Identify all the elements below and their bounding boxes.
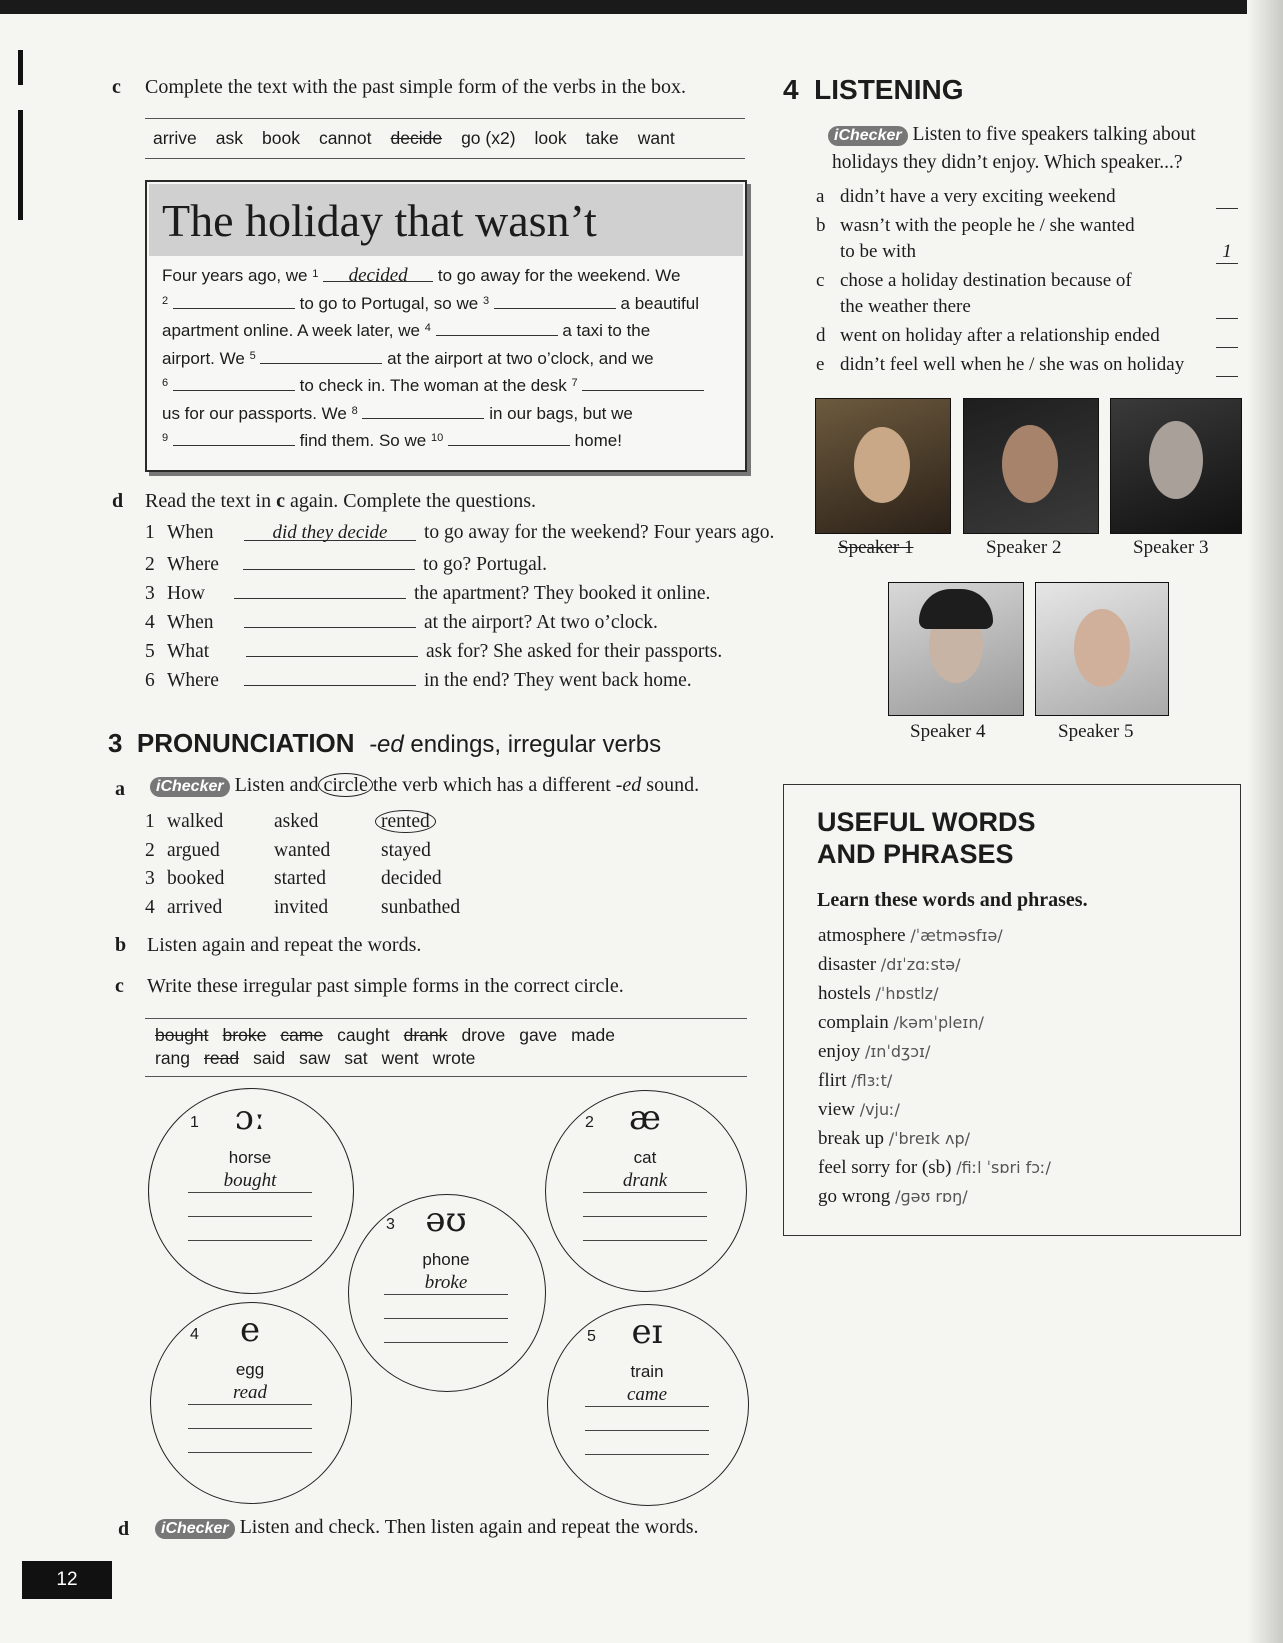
useful-word-row bbox=[818, 1012, 984, 1034]
word-option: wrote bbox=[432, 1048, 476, 1068]
item-text: wasn’t with the people he / she wanted bbox=[840, 215, 1135, 236]
exercise-letter: d bbox=[112, 490, 124, 512]
question-end: ask for? She asked for their passports. bbox=[426, 641, 723, 662]
question-number: 3 bbox=[145, 583, 155, 604]
useful-word-row bbox=[818, 1186, 968, 1208]
picture-word: egg bbox=[235, 1360, 265, 1379]
useful-word: complain bbox=[818, 1012, 889, 1033]
item-text: to be with bbox=[840, 241, 916, 262]
answer-line[interactable] bbox=[384, 1294, 508, 1295]
answer-line[interactable] bbox=[583, 1192, 707, 1193]
blank-3[interactable] bbox=[494, 290, 616, 309]
circle-number: 1 bbox=[190, 1114, 199, 1131]
question-row bbox=[145, 580, 710, 609]
ichecker-badge[interactable]: iChecker bbox=[155, 1519, 235, 1539]
row-number: 2 bbox=[145, 839, 155, 861]
answer-line[interactable] bbox=[585, 1430, 709, 1431]
answer-line[interactable] bbox=[188, 1404, 312, 1405]
verb-option: go (x2) bbox=[461, 128, 516, 148]
question-number: 4 bbox=[145, 612, 155, 633]
useful-word-row bbox=[818, 954, 960, 976]
question-row bbox=[145, 609, 658, 638]
answer-line[interactable] bbox=[188, 1240, 312, 1241]
circle-answer: broke bbox=[424, 1272, 468, 1293]
question-row bbox=[145, 667, 692, 696]
story-answer-1: decided bbox=[348, 265, 408, 286]
verb-option: want bbox=[637, 128, 675, 148]
answer-line[interactable] bbox=[583, 1216, 707, 1217]
instruction: Complete the text with the past simple form of the verbs in the box. bbox=[145, 76, 687, 98]
useful-word-row bbox=[818, 983, 938, 1005]
margin-mark bbox=[18, 50, 23, 85]
answer-blank[interactable] bbox=[1216, 296, 1238, 319]
word-option: rang bbox=[155, 1048, 191, 1068]
blank-8[interactable] bbox=[362, 400, 484, 419]
question-number: 1 bbox=[145, 522, 155, 543]
useful-words-title: USEFUL WORDS AND PHRASES bbox=[817, 807, 1036, 869]
question-start: When bbox=[167, 522, 214, 543]
phonetic-transcription: /ɪnˈdʒɔɪ/ bbox=[864, 1042, 931, 1061]
verb-option[interactable]: asked bbox=[274, 811, 319, 832]
story-text: Four years ago, we $^1$ decided to go away for the weekend. We $^2$ to go to Portugal, so we $^3$ a beautiful apartment online. A week later, we $^4$ a taxi to the airport. We $^5$ at the airport at two o’clock, and we $^6$ to check in. The woman at the desk $^7$ us for our passports. We $^8$ in our bags, but we $^9$ find them. So we $^{10}$ home! bbox=[162, 263, 742, 455]
circle-number: 2 bbox=[585, 1114, 594, 1131]
phonetic-transcription: /flɜːt/ bbox=[851, 1071, 893, 1090]
useful-word: disaster bbox=[818, 954, 877, 975]
answer-blank[interactable] bbox=[1216, 354, 1238, 377]
word-option: bought bbox=[155, 1025, 209, 1045]
phonetic-symbol: æ bbox=[629, 1098, 661, 1138]
speaker-photo-3 bbox=[1110, 398, 1242, 534]
exercise-letter: c bbox=[112, 76, 121, 98]
word-option: drove bbox=[461, 1025, 506, 1045]
circled-verb[interactable]: rented bbox=[375, 810, 436, 833]
speaker-label-1: Speaker 1 bbox=[838, 537, 914, 558]
phonetic-transcription: /dɪˈzɑːstə/ bbox=[880, 955, 961, 974]
ichecker-badge[interactable]: iChecker bbox=[828, 126, 908, 146]
box-rule-top bbox=[145, 118, 745, 119]
word-option: made bbox=[571, 1025, 615, 1045]
phonetic-symbol: eɪ bbox=[631, 1312, 663, 1352]
speaker-label-3: Speaker 3 bbox=[1133, 537, 1209, 558]
verb-option[interactable]: sunbathed bbox=[381, 896, 461, 918]
useful-word-row bbox=[818, 1128, 970, 1150]
row-number: 1 bbox=[145, 811, 155, 832]
blank-2[interactable] bbox=[173, 290, 295, 309]
question-blank[interactable] bbox=[244, 522, 416, 541]
box-rule-bottom bbox=[145, 1076, 747, 1077]
question-end: the apartment? They booked it online. bbox=[414, 583, 711, 604]
pronunciation-row bbox=[145, 897, 460, 919]
verb-option[interactable]: argued bbox=[167, 839, 220, 861]
picture-word: horse bbox=[228, 1148, 272, 1167]
section-heading: 3 PRONUNCIATION -ed endings, irregular verbs bbox=[108, 728, 662, 758]
instruction: iChecker Listen and check. Then listen again and repeat the words. bbox=[155, 1516, 699, 1539]
verb-option: decide bbox=[390, 128, 443, 148]
section-heading: 4 LISTENING bbox=[783, 74, 964, 105]
verb-option[interactable]: wanted bbox=[274, 839, 331, 861]
word-option: broke bbox=[222, 1025, 267, 1045]
circle-answer: drank bbox=[622, 1170, 668, 1191]
circle-number: 3 bbox=[386, 1216, 395, 1233]
word-box-line-2 bbox=[155, 1048, 489, 1069]
phonetic-transcription: /ɡəʊ rɒŋ/ bbox=[895, 1187, 968, 1206]
question-blank[interactable] bbox=[246, 638, 418, 657]
item-letter: c bbox=[816, 270, 825, 291]
answer-line[interactable] bbox=[585, 1454, 709, 1455]
verb-box bbox=[153, 128, 694, 149]
phonetic-transcription: /ˈbreɪk ʌp/ bbox=[888, 1129, 971, 1148]
verb-option: take bbox=[585, 128, 619, 148]
item-letter: d bbox=[816, 325, 826, 346]
item-text: didn’t feel well when he / she was on holiday bbox=[840, 354, 1185, 375]
row-number: 4 bbox=[145, 896, 155, 918]
speaker-photo-2 bbox=[963, 398, 1099, 534]
useful-word-row bbox=[818, 1041, 930, 1063]
speaker-label-5: Speaker 5 bbox=[1058, 721, 1134, 742]
question-end: in the end? They went back home. bbox=[424, 670, 692, 691]
phonetic-symbol: ɔː bbox=[234, 1098, 266, 1138]
word-box-line-1 bbox=[155, 1025, 629, 1046]
question-blank[interactable] bbox=[243, 551, 415, 570]
blank-7[interactable] bbox=[582, 372, 704, 391]
word-option: said bbox=[253, 1048, 286, 1068]
useful-words-subtitle: Learn these words and phrases. bbox=[817, 889, 1088, 911]
verb-option[interactable]: arrived bbox=[167, 896, 223, 918]
question-row bbox=[145, 522, 774, 551]
question-end: to go? Portugal. bbox=[423, 554, 548, 575]
verb-option: ask bbox=[215, 128, 243, 148]
useful-word-row bbox=[818, 1157, 1051, 1179]
item-text: didn’t have a very exciting weekend bbox=[840, 186, 1116, 207]
question-row bbox=[145, 638, 722, 667]
exercise-letter: a bbox=[115, 778, 125, 800]
answer-blank[interactable] bbox=[1216, 186, 1238, 209]
word-option: read bbox=[204, 1048, 240, 1068]
question-row bbox=[145, 551, 547, 580]
pronunciation-row bbox=[145, 811, 436, 833]
phonetic-transcription: /vjuː/ bbox=[859, 1100, 900, 1119]
phonetic-transcription: /ˈhɒstlz/ bbox=[875, 984, 939, 1003]
listening-intro-2: holidays they didn’t enjoy. Which speaker...? bbox=[832, 152, 1183, 173]
instruction: Write these irregular past simple forms in the correct circle. bbox=[147, 975, 624, 997]
ichecker-badge[interactable]: iChecker bbox=[150, 777, 230, 797]
blank-10[interactable] bbox=[448, 427, 570, 446]
circle-number: 5 bbox=[587, 1328, 596, 1345]
verb-option[interactable]: walked bbox=[167, 811, 224, 832]
blank-9[interactable] bbox=[173, 427, 295, 446]
verb-option[interactable]: decided bbox=[381, 868, 442, 889]
box-rule-top bbox=[145, 1018, 747, 1019]
useful-word: flirt bbox=[818, 1070, 847, 1091]
question-end: at the airport? At two o’clock. bbox=[424, 612, 658, 633]
answer-line[interactable] bbox=[188, 1452, 312, 1453]
useful-word: view bbox=[818, 1099, 855, 1120]
answer-line[interactable] bbox=[384, 1342, 508, 1343]
word-option: gave bbox=[519, 1025, 558, 1045]
useful-word: go wrong bbox=[818, 1186, 891, 1207]
pronunciation-row bbox=[145, 868, 442, 890]
question-answer: did they decide bbox=[272, 522, 388, 543]
question-blank[interactable] bbox=[234, 580, 406, 599]
item-text: the weather there bbox=[840, 296, 971, 317]
speaker-photo-5 bbox=[1035, 582, 1169, 716]
question-blank[interactable] bbox=[244, 609, 416, 628]
blank-5[interactable] bbox=[260, 345, 382, 364]
word-option: came bbox=[280, 1025, 324, 1045]
question-number: 6 bbox=[145, 670, 155, 691]
phonetic-transcription: /kəmˈpleɪn/ bbox=[893, 1013, 984, 1032]
answer-line[interactable] bbox=[585, 1406, 709, 1407]
page-gutter-shadow bbox=[1247, 0, 1283, 1643]
margin-mark bbox=[18, 110, 23, 220]
circle-answer: came bbox=[626, 1384, 668, 1405]
useful-word: enjoy bbox=[818, 1041, 861, 1062]
box-rule-bottom bbox=[145, 158, 745, 159]
answer-line[interactable] bbox=[188, 1428, 312, 1429]
word-option: saw bbox=[299, 1048, 331, 1068]
verb-option[interactable]: started bbox=[274, 868, 326, 889]
exercise-letter: c bbox=[115, 975, 124, 997]
item-letter: b bbox=[816, 215, 826, 236]
question-start: When bbox=[167, 612, 214, 633]
question-number: 5 bbox=[145, 641, 155, 662]
item-letter: a bbox=[816, 186, 825, 207]
word-option: went bbox=[381, 1048, 419, 1068]
item-text: chose a holiday destination because of bbox=[840, 270, 1132, 291]
item-letter: e bbox=[816, 354, 825, 375]
question-number: 2 bbox=[145, 554, 155, 575]
blank-4[interactable] bbox=[436, 317, 558, 336]
blank-6[interactable] bbox=[173, 372, 295, 391]
useful-word-row bbox=[818, 1099, 900, 1121]
answer-line[interactable] bbox=[583, 1240, 707, 1241]
question-start: Where bbox=[167, 554, 219, 575]
exercise-letter: b bbox=[115, 934, 127, 956]
row-number: 3 bbox=[145, 868, 155, 889]
answer-line[interactable] bbox=[384, 1318, 508, 1319]
speaker-label-4: Speaker 4 bbox=[910, 721, 986, 742]
story-title: The holiday that wasn’t bbox=[162, 195, 597, 246]
speaker-label-2: Speaker 2 bbox=[986, 537, 1062, 558]
word-option: caught bbox=[337, 1025, 390, 1045]
question-start: Where bbox=[167, 670, 219, 691]
useful-word-row bbox=[818, 1070, 892, 1092]
answer-line[interactable] bbox=[188, 1216, 312, 1217]
phonetic-symbol: e bbox=[239, 1310, 261, 1350]
circle-answer: bought bbox=[223, 1170, 277, 1191]
speaker-photo-4 bbox=[888, 582, 1024, 716]
instruction: iChecker Listen and circle the verb which has a different -ed sound. bbox=[150, 774, 699, 797]
verb-option: cannot bbox=[318, 128, 372, 148]
useful-word: hostels bbox=[818, 983, 871, 1004]
question-start: How bbox=[167, 583, 205, 604]
phonetic-symbol: əʊ bbox=[425, 1200, 467, 1240]
question-blank[interactable] bbox=[244, 667, 416, 686]
picture-word: train bbox=[630, 1362, 664, 1381]
phonetic-transcription: /ˈætməsfɪə/ bbox=[910, 926, 1003, 945]
question-start: What bbox=[167, 641, 210, 662]
page-number: 12 bbox=[22, 1561, 112, 1599]
speaker-photo-1 bbox=[815, 398, 951, 534]
answer-line[interactable] bbox=[188, 1192, 312, 1193]
circle-answer: read bbox=[232, 1382, 268, 1403]
word-option: sat bbox=[344, 1048, 368, 1068]
instruction: Read the text in c again. Complete the questions. bbox=[145, 490, 537, 512]
verb-option: look bbox=[534, 128, 567, 148]
item-text: went on holiday after a relationship ended bbox=[840, 325, 1160, 346]
useful-word: break up bbox=[818, 1128, 884, 1149]
verb-option[interactable]: stayed bbox=[381, 839, 431, 861]
verb-option[interactable]: invited bbox=[274, 896, 329, 918]
answer-blank[interactable]: 1 bbox=[1216, 241, 1238, 264]
pronunciation-row bbox=[145, 840, 431, 862]
circle-number: 4 bbox=[190, 1326, 199, 1343]
picture-word: phone bbox=[422, 1250, 470, 1269]
answer-blank[interactable] bbox=[1216, 325, 1238, 348]
instruction: Listen again and repeat the words. bbox=[147, 934, 422, 956]
phonetic-transcription: /fiːl ˈsɒri fɔː/ bbox=[956, 1158, 1051, 1177]
verb-option[interactable]: booked bbox=[167, 868, 225, 889]
top-edge bbox=[0, 0, 1283, 14]
useful-word: feel sorry for (sb) bbox=[818, 1157, 952, 1178]
useful-word-row bbox=[818, 925, 1003, 947]
useful-word: atmosphere bbox=[818, 925, 906, 946]
exercise-letter: d bbox=[118, 1518, 130, 1540]
verb-option: arrive bbox=[153, 128, 197, 148]
listening-intro: iChecker Listen to five speakers talking about bbox=[828, 124, 1196, 146]
verb-option: book bbox=[262, 128, 300, 148]
picture-word: cat bbox=[633, 1148, 657, 1167]
word-option: drank bbox=[403, 1025, 448, 1045]
question-end: to go away for the weekend? Four years ago. bbox=[424, 522, 775, 543]
